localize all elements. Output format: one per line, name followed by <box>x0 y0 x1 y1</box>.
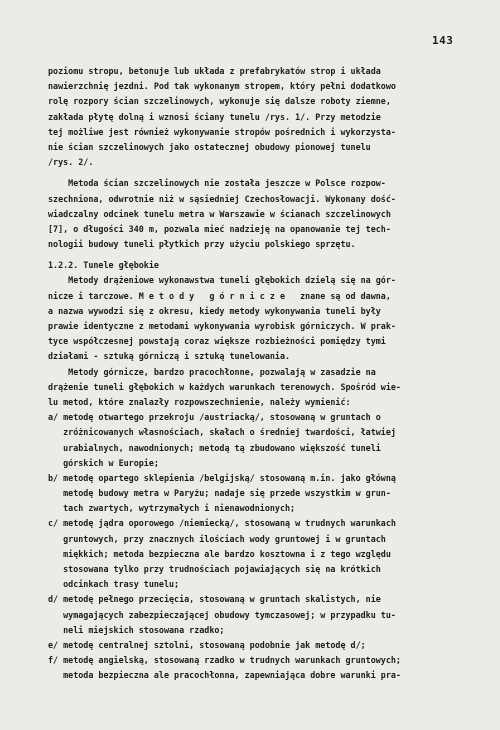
text-line: Metody górnicze, bardzo pracochłonne, pozwalają w zasadzie na <box>48 366 376 377</box>
list-line: górskich w Europie; <box>48 457 159 468</box>
list-line: odcinkach trasy tunelu; <box>48 579 180 590</box>
text-line: rolę rozpory ścian szczelinowych, wykonuje się dalsze roboty ziemne, <box>48 96 391 107</box>
paragraph-2 <box>48 176 458 252</box>
text-line: nologii budowy tuneli płytkich przy użyciu polskiego sprzętu. <box>48 239 356 250</box>
text-line: prawie identyczne z metodami wykonywania wyrobisk górniczych. W prak- <box>48 321 396 331</box>
paragraph-1 <box>48 64 458 170</box>
text-line: lu metod, które znalazły rozpowszechnienie, należy wymienić: <box>48 396 351 407</box>
text-line: nie ścian szczelinowych jako ostatecznej obudowy pionowej tunelu <box>48 141 371 152</box>
list-line: metoda bezpieczna ale pracochłonna, zapewniająca dobre warunki pra- <box>48 670 401 681</box>
text-line: a nazwa wywodzi się z okresu, kiedy metody wykonywania tuneli były <box>48 305 381 316</box>
text-line: zakłada płytę dolną i wznosi ściany tunelu /rys. 1/. Przy metodzie <box>48 111 381 122</box>
paragraph-3 <box>48 273 458 364</box>
list-line: neli miejskich stosowana rzadko; <box>48 624 225 635</box>
text-line: szechniona, odwrotnie niż w sąsiedniej Czechosłowacji. Wykonany dość- <box>48 193 396 204</box>
body-text <box>48 64 458 684</box>
list-line: stosowana tylko przy trudnościach pojawiających się na krótkich <box>48 564 381 574</box>
text-line: Metody drążeniowe wykonawstwa tuneli głębokich dzielą się na gór- <box>48 275 396 286</box>
text-line: wiadczalny odcinek tunelu metra w Warszawie w ścianach szczelinowych <box>48 208 391 219</box>
text-line: poziomu stropu, betonuje lub układa z prefabrykatów strop i układa <box>48 66 381 76</box>
section-heading: 1.2.2. Tunele głębokie <box>48 260 159 271</box>
text-line: nawierzchnię jezdni. Pod tak wykonanym stropem, który pełni dodatkowo <box>48 81 396 92</box>
paragraph-4 <box>48 365 458 411</box>
list-line: zróżnicowanych własnościach, skałach o średniej twardości, łatwiej <box>48 427 396 438</box>
list-line: wymagających zabezpieczającej obudowy tymczasowej; w przypadku tu- <box>48 609 396 620</box>
list-line: gruntowych, przy znacznych ilościach wody gruntowej i w gruntach <box>48 533 386 544</box>
list-line: metodę budowy metra w Paryżu; nadaje się przede wszystkim w grun- <box>48 488 391 499</box>
text-line: [7], o długości 340 m, pozwala mieć nadzieję na opanowanie tej tech- <box>48 223 391 234</box>
list-line: tach zwartych, wytrzymałych i nienawodnionych; <box>48 503 296 514</box>
page-number: 143 <box>432 34 454 47</box>
text-line: drążenie tuneli głębokich w każdych warunkach terenowych. Spośród wie- <box>48 381 401 392</box>
text-line: tej możliwe jest również wykonywanie stropów pośrednich i wykorzysta- <box>48 126 396 137</box>
text-line: tyce współczesnej powstają coraz większe rozbieżności pomiędzy tymi <box>48 336 386 347</box>
list-line: urabialnych, nawodnionych; metodą tą zbudowano większość tuneli <box>48 442 381 453</box>
list-line: f/ metodę angielską, stosowaną rzadko w trudnych warunkach gruntowych; <box>48 655 401 666</box>
list-line: e/ metodę centralnej sztolni, stosowaną podobnie jak metodę d/; <box>48 639 366 650</box>
list-line: d/ metodę pełnego przecięcia, stosowaną w gruntach skalistych, nie <box>48 594 381 605</box>
list-line: miękkich; metoda bezpieczna ale bardzo kosztowna i z tego względu <box>48 548 391 559</box>
list-line: b/ metodę opartego sklepienia /belgijską/ stosowaną m.in. jako główną <box>48 472 396 483</box>
text-line: nicze i tarczowe. M e t o d y g ó r n i c z e znane są od dawna, <box>48 290 391 301</box>
text-line: Metoda ścian szczelinowych nie została jeszcze w Polsce rozpow- <box>48 178 386 189</box>
text-line: /rys. 2/. <box>48 157 94 168</box>
list-line: a/ metodę otwartego przekroju /austriacką/, stosowaną w gruntach o <box>48 412 381 423</box>
method-list <box>48 410 458 683</box>
list-line: c/ metodę jądra oporowego /niemiecką/, stosowaną w trudnych warunkach <box>48 518 396 529</box>
text-line: działami - sztuką górniczą i sztuką tunelowania. <box>48 351 291 362</box>
